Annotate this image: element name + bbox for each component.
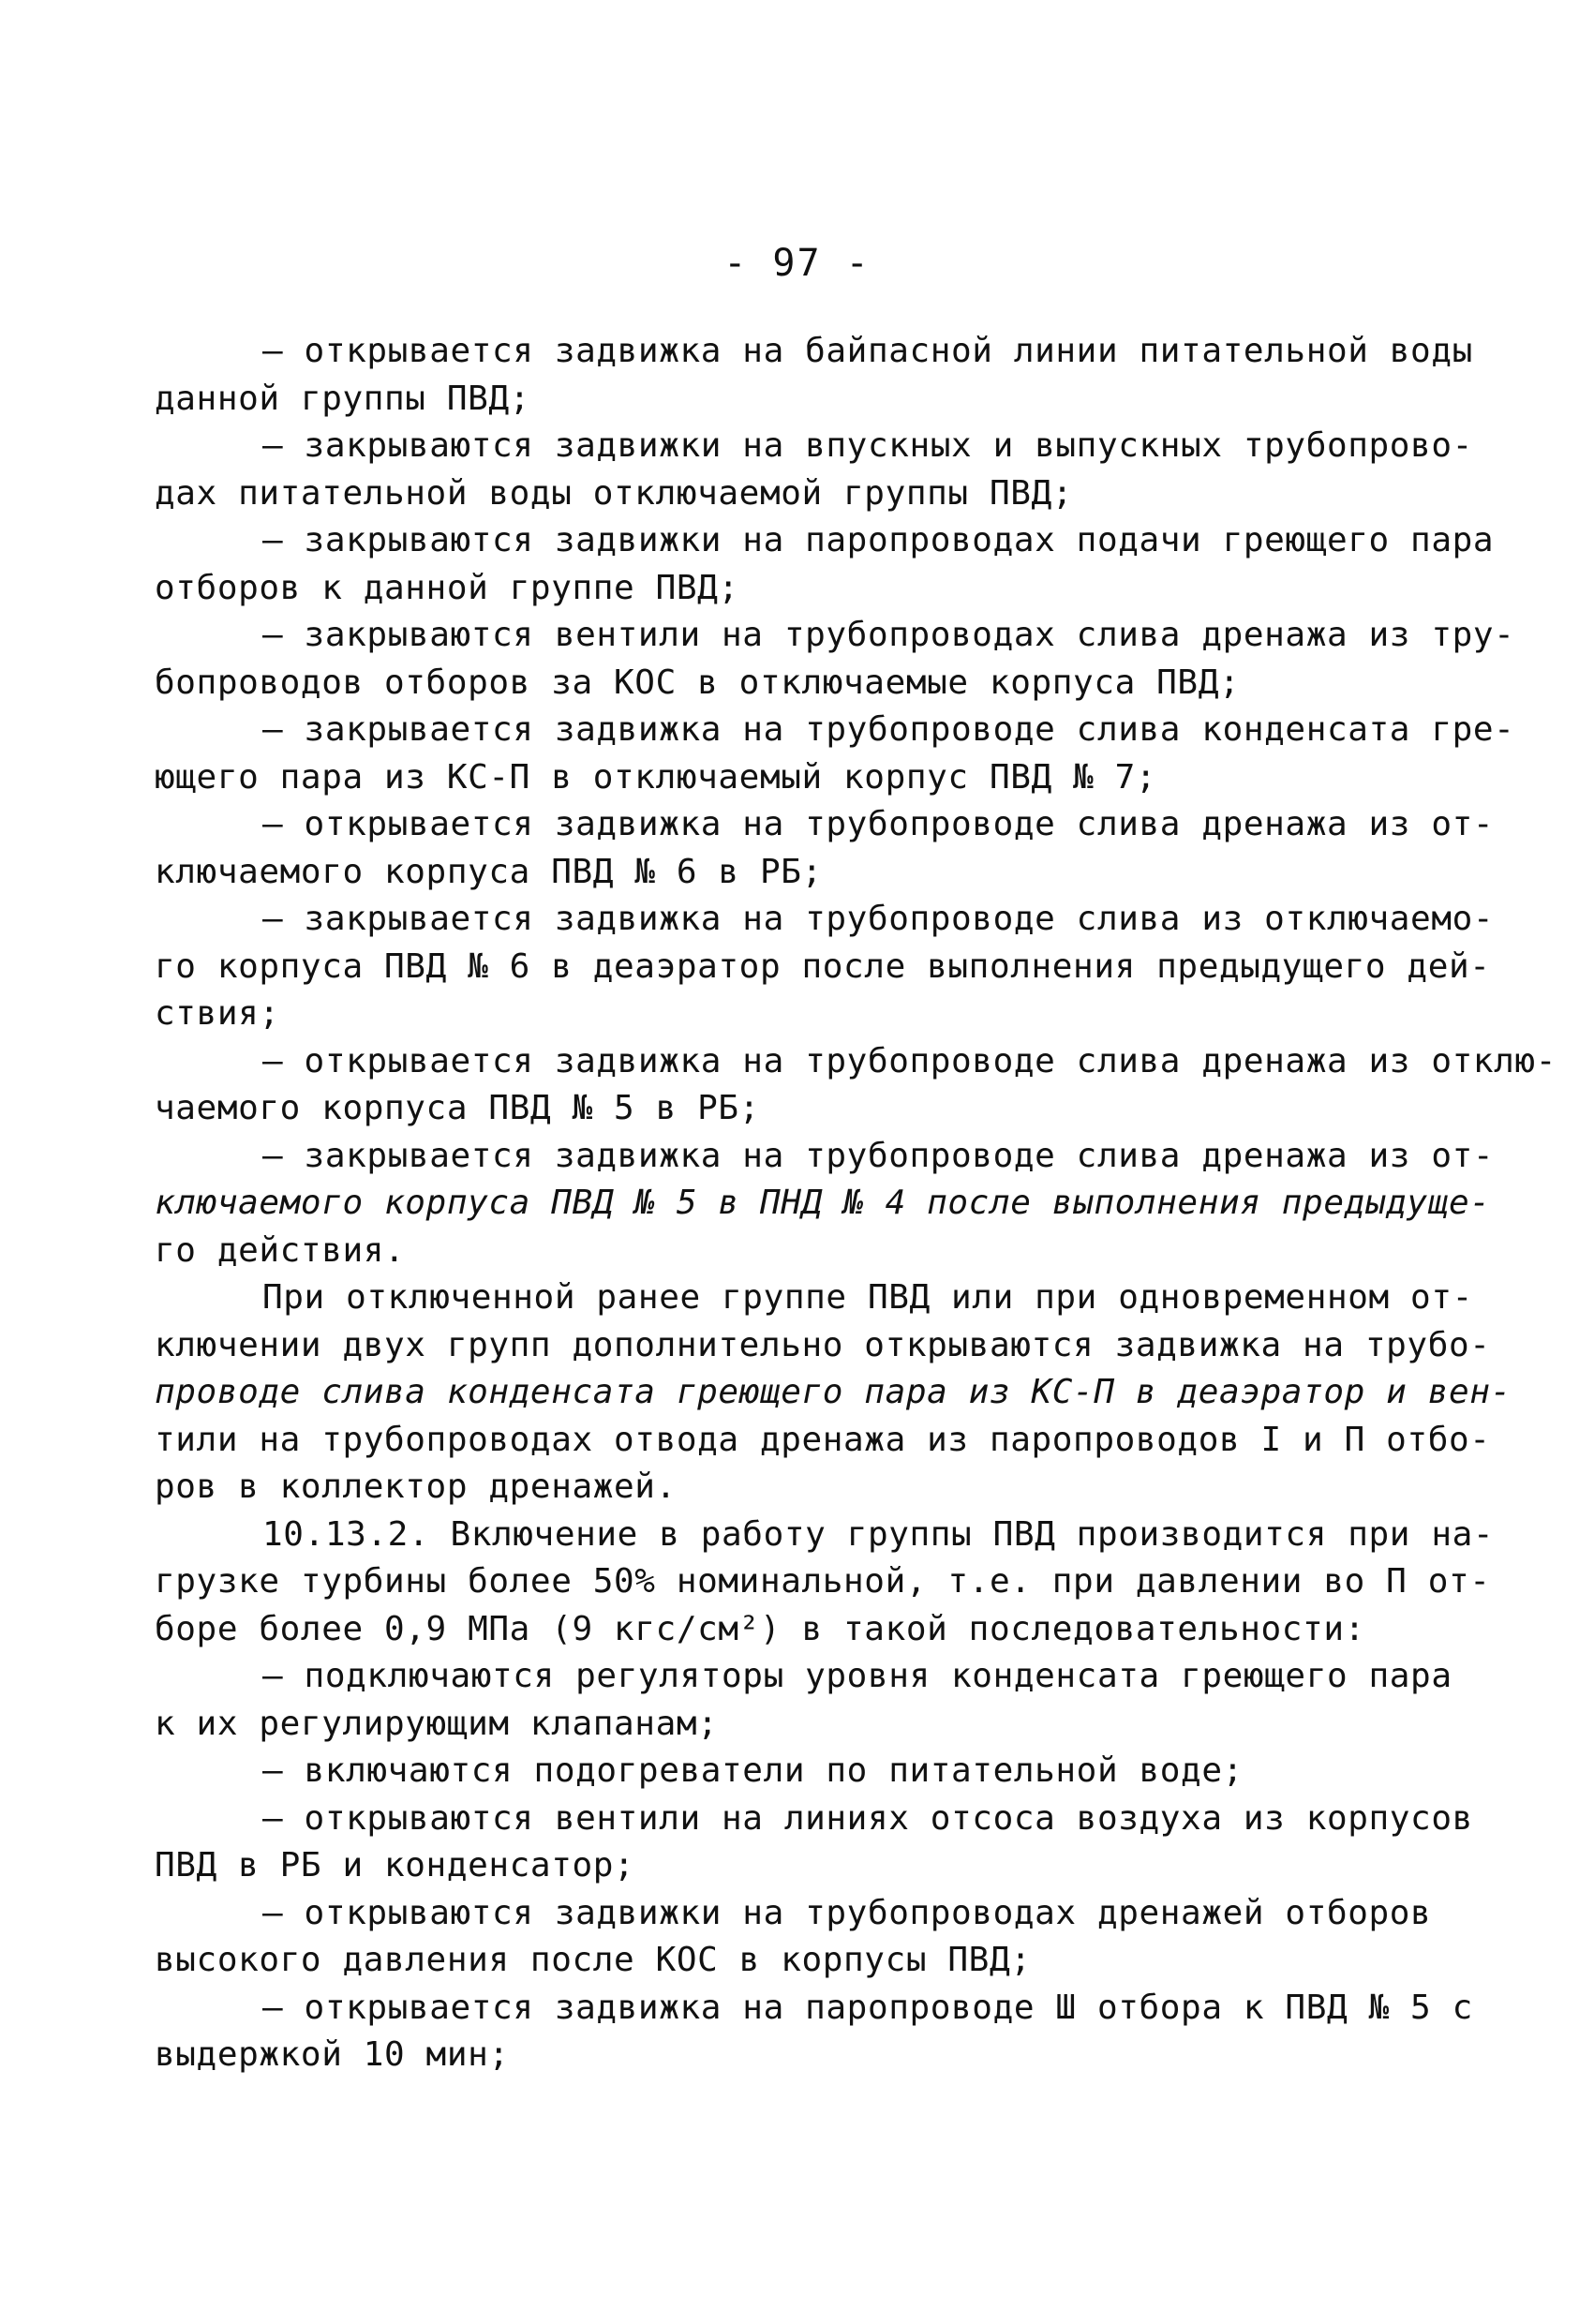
text-line: ствия;	[155, 994, 280, 1033]
text-line: высокого давления после КОС в корпусы ПВД;	[155, 1941, 1032, 1979]
text-line: – подключаются регуляторы уровня конденсата греющего пара	[262, 1657, 1452, 1695]
text-line: ПВД в РБ и конденсатор;	[155, 1846, 635, 1885]
text-line: дах питательной воды отключаемой группы ПВД;	[155, 473, 1074, 513]
text-line: – закрываются задвижки на паропроводах подачи греющего пара	[262, 521, 1495, 559]
text-line: – открываются задвижки на трубопроводах дренажей отборов	[262, 1893, 1432, 1932]
text-line: – открывается задвижка на трубопроводе слива дренажа из отклю-	[262, 1041, 1557, 1080]
text-line: ключении двух групп дополнительно открываются задвижка на трубо-	[155, 1325, 1491, 1364]
text-line: – открывается задвижка на паропроводе Ш отбора к ПВД № 5 с	[262, 1988, 1473, 2027]
text-line: тили на трубопроводах отвода дренажа из паропроводов I и П отбо-	[155, 1420, 1491, 1459]
text-line: бопроводов отборов за КОС в отключаемые корпуса ПВД;	[155, 663, 1241, 702]
text-line: го действия.	[155, 1230, 406, 1270]
text-line: чаемого корпуса ПВД № 5 в РБ;	[155, 1089, 760, 1127]
text-line: – закрываются задвижки на впускных и выпускных трубопрово-	[262, 426, 1473, 465]
text-line: – открывается задвижка на трубопроводе слива дренажа из от-	[262, 805, 1495, 843]
text-line: выдержкой 10 мин;	[155, 2035, 510, 2074]
text-line: – закрывается задвижка на трубопроводе слива конденсата гре-	[262, 710, 1515, 749]
text-line: отборов к данной группе ПВД;	[155, 568, 739, 607]
text-line: – включаются подогреватели по питательной воде;	[262, 1751, 1244, 1790]
text-line: – открываются вентили на линиях отсоса воздуха из корпусов	[262, 1798, 1473, 1838]
text-line: – открывается задвижка на байпасной линии питательной воды	[262, 332, 1473, 370]
text-line: – закрывается задвижка на трубопроводе слива дренажа из от-	[262, 1136, 1495, 1175]
text-line: – закрывается задвижка на трубопроводе слива из отключаемо-	[262, 900, 1495, 938]
text-line: го корпуса ПВД № 6 в деаэратор после выполнения предыдущего дей-	[155, 946, 1491, 986]
text-line: боре более 0,9 МПа (9 кгс/см²) в такой последовательности:	[155, 1609, 1365, 1648]
text-line: проводе слива конденсата греющего пара из КС-П в деаэратор и вен-	[155, 1373, 1512, 1411]
text-line: данной группы ПВД;	[155, 379, 530, 418]
text-line: – закрываются вентили на трубопроводах слива дренажа из тру-	[262, 616, 1515, 654]
text-line: грузке турбины более 50% номинальной, т.е. при давлении во П от-	[155, 1562, 1491, 1601]
text-line: ров в коллектор дренажей.	[155, 1467, 677, 1506]
text-line: ющего пара из КС-П в отключаемый корпус ПВД № 7;	[155, 757, 1157, 797]
text-line: При отключенной ранее группе ПВД или при одновременном от-	[262, 1278, 1473, 1317]
page-number: - 97 -	[723, 242, 871, 285]
document-body	[155, 328, 1557, 2079]
text-line: ключаемого корпуса ПВД № 6 в РБ;	[155, 852, 823, 891]
text-line: ключаемого корпуса ПВД № 5 в ПНД № 4 после выполнения предыдуще-	[155, 1184, 1491, 1222]
text-line: к их регулирующим клапанам;	[155, 1704, 719, 1743]
text-line: 10.13.2. Включение в работу группы ПВД производится при на-	[262, 1514, 1495, 1554]
